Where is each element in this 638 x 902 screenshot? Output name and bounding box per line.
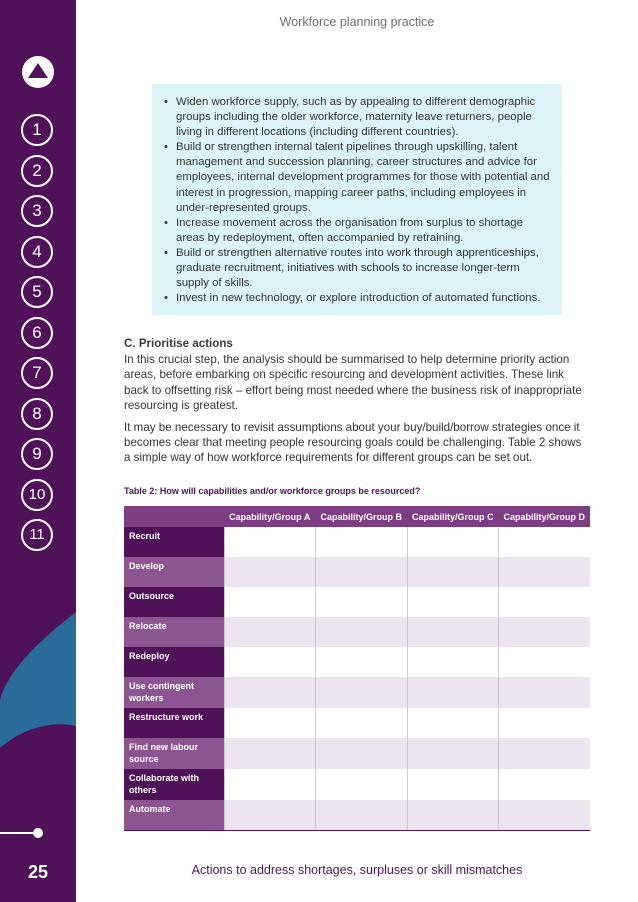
table-cell bbox=[316, 800, 408, 831]
table-cell bbox=[407, 708, 499, 738]
table-cell bbox=[499, 587, 591, 617]
table-cell bbox=[407, 769, 499, 800]
chapter-link-4[interactable]: 4 bbox=[21, 236, 53, 268]
chapter-link-11[interactable]: 11 bbox=[21, 519, 53, 551]
table-cell bbox=[316, 557, 408, 587]
chapter-link-10[interactable]: 10 bbox=[21, 479, 53, 511]
table-cell bbox=[224, 708, 316, 738]
table-cell bbox=[499, 769, 591, 800]
table-caption: Table 2: How will capabilities and/or workforce groups be resourced? bbox=[124, 486, 421, 496]
table-cell bbox=[224, 527, 316, 557]
table-cell bbox=[224, 800, 316, 831]
row-header: Find new labour source bbox=[124, 738, 224, 769]
row-header: Use contingent workers bbox=[124, 677, 224, 708]
table-row bbox=[124, 617, 590, 647]
progress-track bbox=[0, 832, 36, 834]
table-row bbox=[124, 557, 590, 587]
table-cell bbox=[407, 738, 499, 769]
table-cell bbox=[407, 617, 499, 647]
table-cell bbox=[407, 557, 499, 587]
table-row bbox=[124, 800, 590, 831]
table-cell bbox=[499, 677, 591, 708]
row-header: Recruit bbox=[124, 527, 224, 557]
column-header: Capability/Group B bbox=[316, 506, 408, 527]
table-cell bbox=[316, 587, 408, 617]
column-header: Capability/Group C bbox=[407, 506, 499, 527]
row-header: Develop bbox=[124, 557, 224, 587]
row-header: Collaborate with others bbox=[124, 769, 224, 800]
table-cell bbox=[407, 800, 499, 831]
table-cell bbox=[224, 738, 316, 769]
table-cell bbox=[316, 708, 408, 738]
callout-bullet: • Invest in new technology, or explore introduction of automated functions. bbox=[164, 291, 550, 306]
chapter-link-9[interactable]: 9 bbox=[21, 438, 53, 470]
table-row bbox=[124, 708, 590, 738]
column-header: Capability/Group A bbox=[224, 506, 316, 527]
table-cell bbox=[224, 587, 316, 617]
table-cell bbox=[316, 647, 408, 677]
chapter-link-5[interactable]: 5 bbox=[21, 276, 53, 308]
table-cell bbox=[224, 557, 316, 587]
chapter-link-1[interactable]: 1 bbox=[21, 114, 53, 146]
table-corner-cell bbox=[124, 506, 224, 527]
row-header: Automate bbox=[124, 800, 224, 831]
callout-bullet: • Build or strengthen internal talent pipelines through upskilling, talent management and succession planning, career structures and advice for employees, internal development programmes for those with potential and interest in progression, mapping career paths, including employees in under-represented groups. bbox=[164, 140, 550, 215]
progress-handle[interactable] bbox=[33, 828, 43, 838]
table-cell bbox=[316, 769, 408, 800]
column-header: Capability/Group D bbox=[499, 506, 591, 527]
chapter-link-3[interactable]: 3 bbox=[21, 195, 53, 227]
table-cell bbox=[499, 738, 591, 769]
row-header: Outsource bbox=[124, 587, 224, 617]
table-cell bbox=[224, 617, 316, 647]
table-row bbox=[124, 647, 590, 677]
table-cell bbox=[224, 769, 316, 800]
table-cell bbox=[407, 527, 499, 557]
table-cell bbox=[316, 738, 408, 769]
callout-bullet: • Widen workforce supply, such as by appealing to different demographic groups including the older workforce, maternity leave returners, people living in different locations (including different countries). bbox=[164, 95, 550, 140]
table-cell bbox=[407, 647, 499, 677]
table-row bbox=[124, 677, 590, 708]
table-cell bbox=[499, 800, 591, 831]
chapter-nav bbox=[0, 0, 76, 902]
table-cell bbox=[407, 587, 499, 617]
running-header: Workforce planning practice bbox=[279, 15, 435, 29]
callout-bullet-list bbox=[164, 95, 550, 306]
table-cell bbox=[224, 677, 316, 708]
table-cell bbox=[224, 647, 316, 677]
table-cell bbox=[499, 647, 591, 677]
table-cell bbox=[316, 677, 408, 708]
row-header: Redeploy bbox=[124, 647, 224, 677]
row-header: Relocate bbox=[124, 617, 224, 647]
chapter-link-2[interactable]: 2 bbox=[21, 155, 53, 187]
sidebar bbox=[0, 0, 76, 902]
table-row bbox=[124, 738, 590, 769]
section-heading: C. Prioritise actions bbox=[124, 337, 233, 350]
table-row bbox=[124, 527, 590, 557]
table-row bbox=[124, 769, 590, 800]
table-cell bbox=[499, 708, 591, 738]
page-number: 25 bbox=[27, 862, 49, 882]
chapter-link-6[interactable]: 6 bbox=[21, 317, 53, 349]
footer-section-title: Actions to address shortages, surpluses or skill mismatches bbox=[191, 863, 523, 877]
table-cell bbox=[316, 527, 408, 557]
table-cell bbox=[316, 617, 408, 647]
row-header: Restructure work bbox=[124, 708, 224, 738]
section-prioritise-actions bbox=[124, 336, 590, 473]
strategy-callout-box bbox=[152, 84, 562, 315]
callout-bullet: • Build or strengthen alternative routes into work through apprenticeships, graduate recruitment, initiatives with schools to increase longer-term supply of skills. bbox=[164, 246, 550, 291]
table-cell bbox=[499, 617, 591, 647]
section-paragraph: It may be necessary to revisit assumptions about your buy/build/borrow strategies once it becomes clear that meeting people resourcing goals could be challenging. Table 2 shows a simple way of how workforce requirements for different groups can be set out. bbox=[124, 421, 582, 465]
table-row bbox=[124, 587, 590, 617]
chapter-link-7[interactable]: 7 bbox=[21, 357, 53, 389]
resourcing-table bbox=[124, 506, 590, 831]
chapter-link-8[interactable]: 8 bbox=[21, 398, 53, 430]
section-paragraph: In this crucial step, the analysis should be summarised to help determine priority action areas, before embarking on specific resourcing and development activities. These link back to offsetting risk – effort being most needed where the business risk of inappropriate resourcing is greatest. bbox=[124, 353, 582, 412]
table-cell bbox=[407, 677, 499, 708]
callout-bullet: • Increase movement across the organisation from surplus to shortage areas by redeployment, often accompanied by retraining. bbox=[164, 216, 550, 246]
table-header-row bbox=[124, 506, 590, 527]
table-cell bbox=[499, 527, 591, 557]
table-cell bbox=[499, 557, 591, 587]
